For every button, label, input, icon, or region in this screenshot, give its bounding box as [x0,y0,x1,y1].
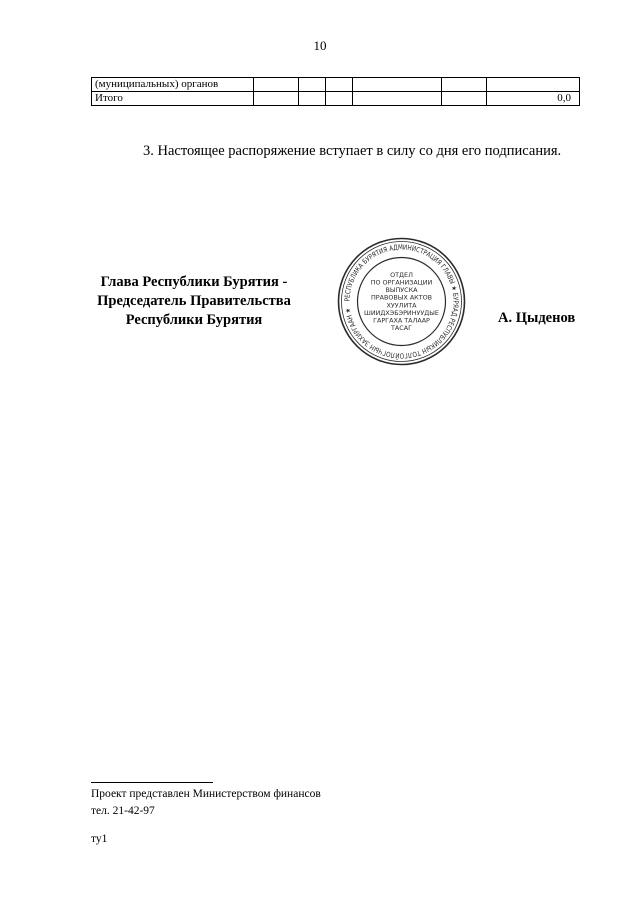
table-row [92,78,580,92]
footnote-line: Проект представлен Министерством финансов [91,788,321,800]
row-total-value: 0,0 [487,92,580,106]
page-number: 10 [313,38,327,53]
footnote-line: тел. 21-42-97 [91,805,155,817]
seal-inner-line: ГАРГАХА ТАЛААР [373,316,430,325]
clause-3: 3. Настоящее распоряжение вступает в силу со дня его подписания. [143,143,562,159]
signatory-title [80,273,308,330]
row-total-value [487,78,580,92]
seal-inner-line: ХУУЛИТА [386,301,417,310]
seal-inner-line: ПО ОРГАНИЗАЦИИ [370,278,433,287]
table-row [92,92,580,106]
seal-inner-line: ОТДЕЛ [390,270,413,279]
footer-code: ту1 [91,833,108,845]
footnote-rule [91,782,213,783]
signatory-line: Глава Республики Бурятия - [100,274,288,290]
seal-inner-line: ВЫПУСКА [385,286,418,295]
row-label: (муниципальных) органов [92,78,254,92]
svg-text:РЕСПУБЛИКА БУРЯТИЯ АДМИНИСТРАЦ: РЕСПУБЛИКА БУРЯТИЯ АДМИНИСТРАЦИЯ ГЛАВЫ ★ БУРЯАД РЕСПУБЛИКЫН ТОЛГОЙЛОГЧЫН ЗАХИРГААН ★ [343,243,460,360]
seal-inner-line: ПРАВОВЫХ АКТОВ [370,293,433,302]
budget-table [91,77,580,106]
signatory-line: Республики Бурятия [125,312,263,328]
row-label: Итого [92,92,254,106]
signatory-name: А. Цыденов [498,310,576,326]
seal-inner-line: ШИИДХЭБЭРИНУУДЫЕ [364,308,439,317]
official-seal [336,236,467,367]
signatory-line: Председатель Правительства [97,293,291,309]
footnote [91,786,321,820]
seal-inner-line: ТАСАГ [390,324,413,333]
